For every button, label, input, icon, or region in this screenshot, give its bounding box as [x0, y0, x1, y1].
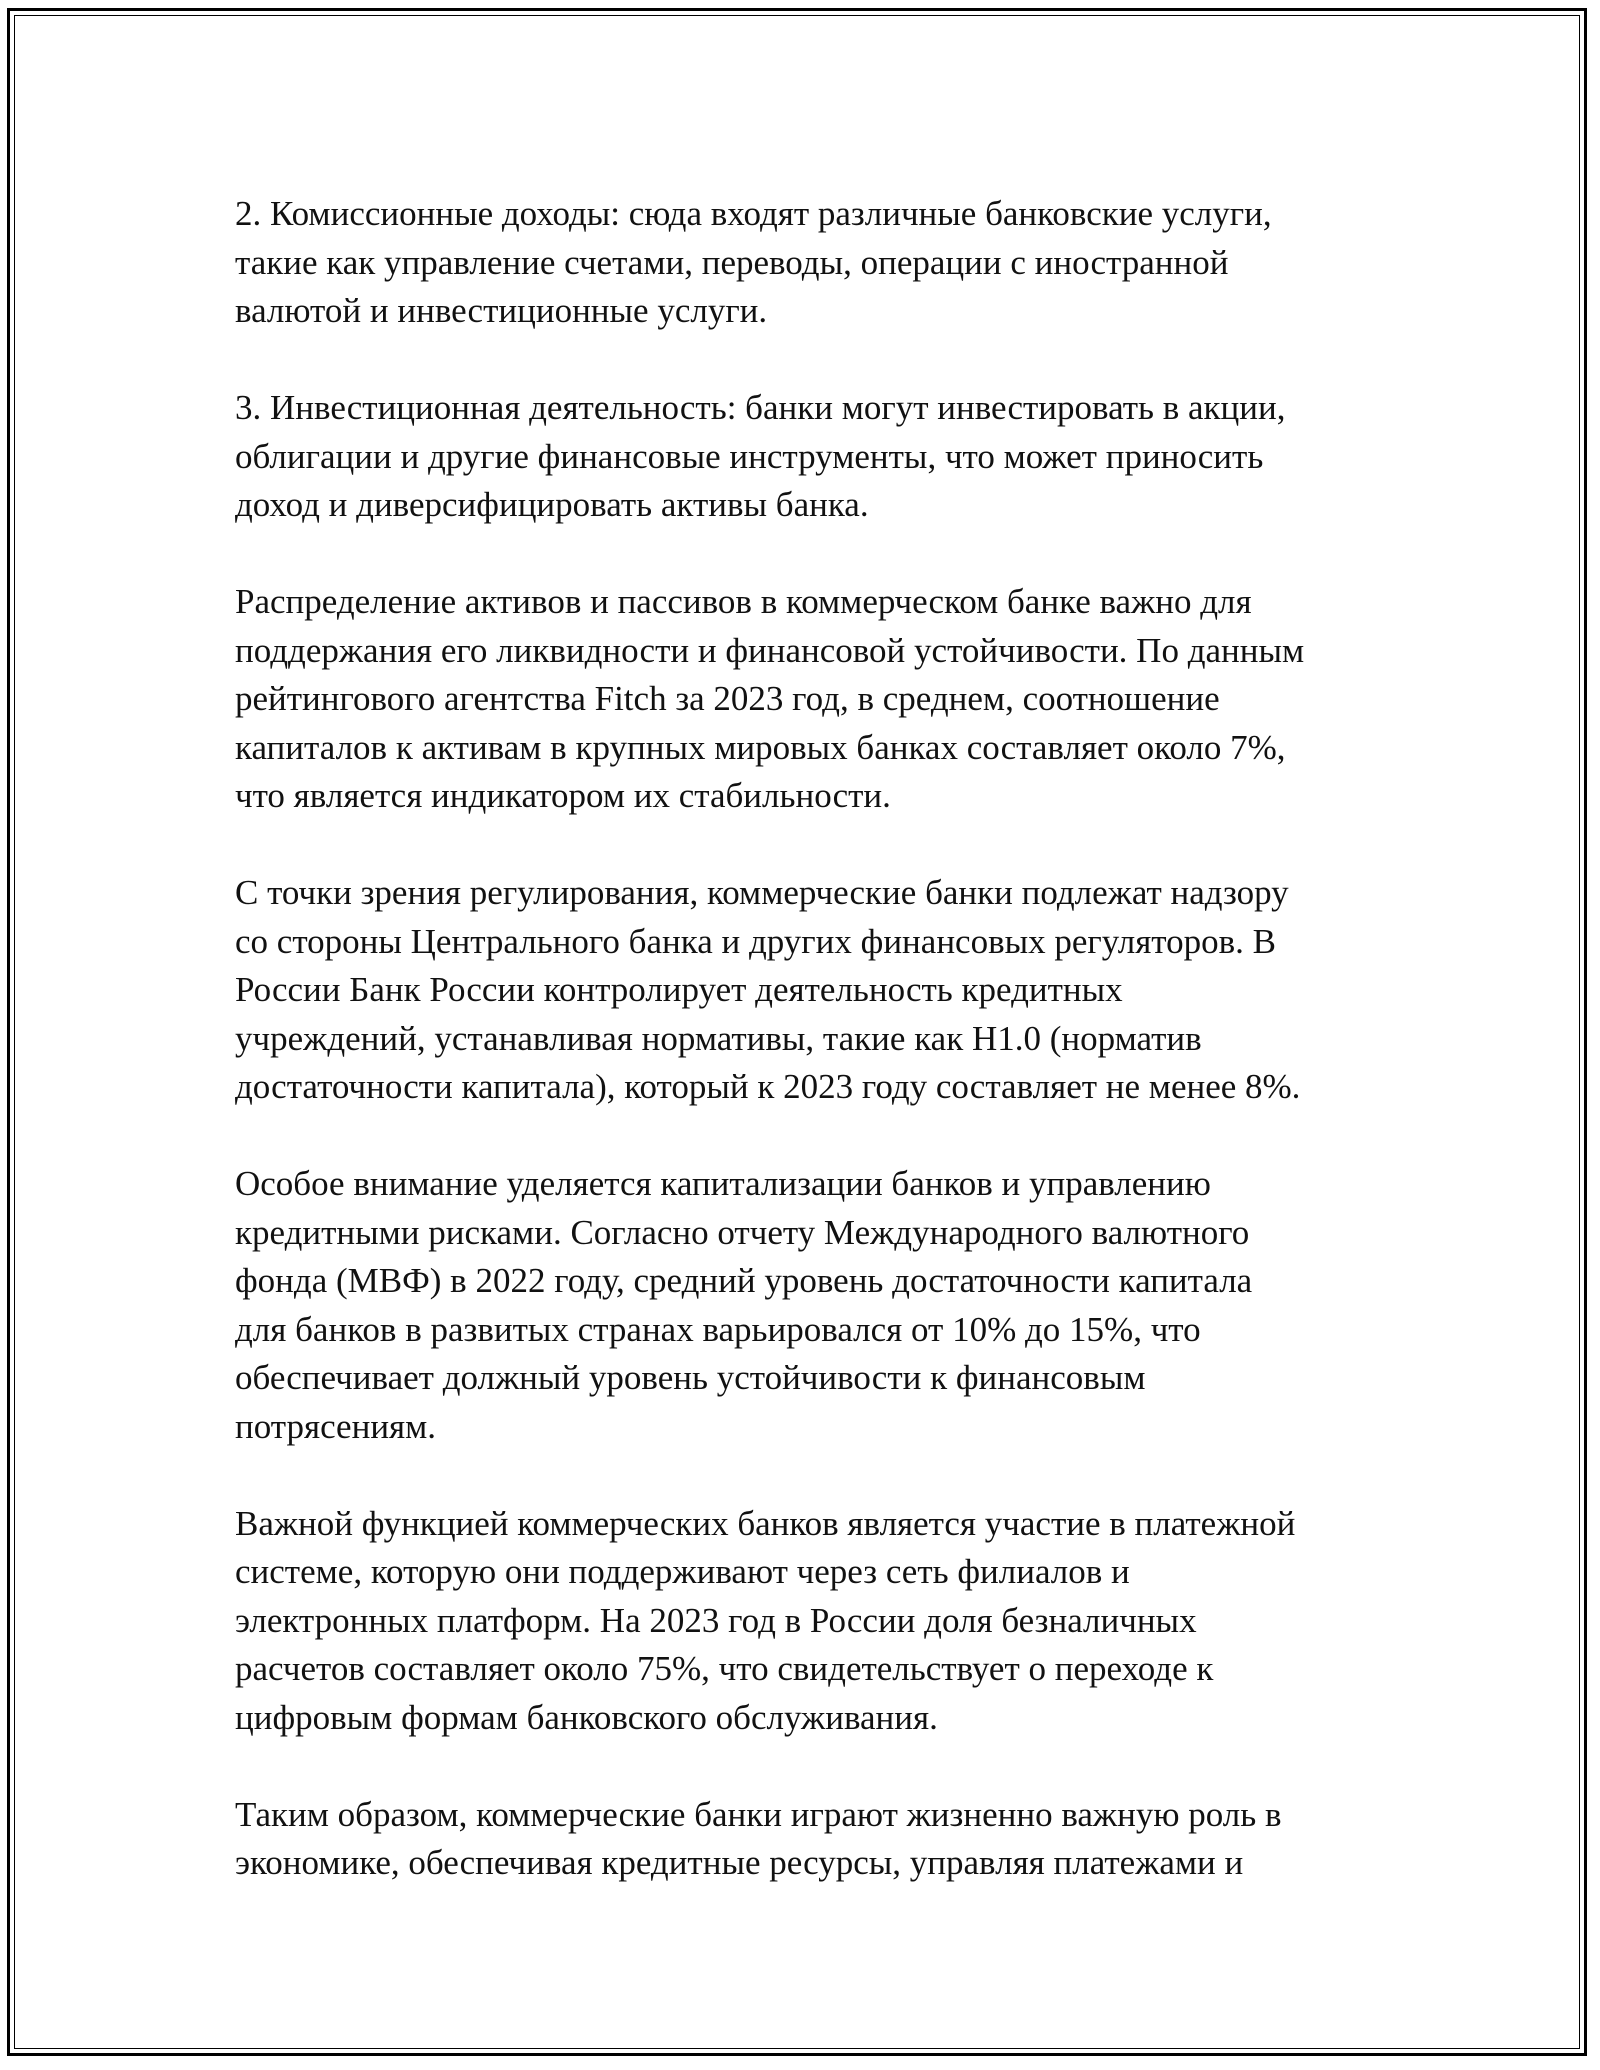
text-line: потрясениям. — [235, 1406, 437, 1446]
text-line: Распределение активов и пассивов в коммерческом банке важно для — [235, 582, 1252, 621]
paragraph-payment-system — [235, 1500, 1385, 1743]
text-line: для банков в развитых странах варьировался от 10% до 15%, что — [235, 1309, 1201, 1349]
text-line: России Банк России контролирует деятельность кредитных — [235, 970, 1123, 1009]
paragraph-commission-income — [235, 190, 1385, 336]
text-line: расчетов составляет около 75%, что свидетельствует о переходе к — [235, 1649, 1214, 1688]
text-line: валютой и инвестиционные услуги. — [235, 291, 768, 330]
text-line: 2. Комиссионные доходы: сюда входят различные банковские услуги, — [235, 194, 1272, 233]
text-line: электронных платформ. На 2023 год в России доля безналичных — [235, 1600, 1197, 1640]
text-line: кредитными рисками. Согласно отчету Международного валютного — [235, 1212, 1250, 1252]
text-line: Особое внимание уделяется капитализации банков и управлению — [235, 1164, 1211, 1203]
text-line: доход и диверсифицировать активы банка. — [235, 485, 869, 524]
text-line: поддержания его ликвидности и финансовой устойчивости. По данным — [235, 630, 1305, 670]
text-line: рейтингового агентства Fitch за 2023 год, в среднем, соотношение — [235, 679, 1220, 718]
text-line: Важной функцией коммерческих банков является участие в платежной — [235, 1503, 1296, 1543]
text-line: что является индикатором их стабильности. — [235, 776, 891, 815]
text-line: системе, которую они поддерживают через сеть филиалов и — [235, 1552, 1130, 1591]
text-line: цифровым формам банковского обслуживания. — [235, 1697, 938, 1737]
text-line: экономике, обеспечивая кредитные ресурсы, управляя платежами и — [235, 1843, 1244, 1882]
text-line: С точки зрения регулирования, коммерческие банки подлежат надзору — [235, 873, 1289, 912]
paragraph-conclusion — [235, 1791, 1385, 1888]
text-line: капиталов к активам в крупных мировых банках составляет около 7%, — [235, 727, 1286, 767]
paragraph-investment-activity — [235, 384, 1385, 530]
text-line: со стороны Центрального банка и других финансовых регуляторов. В — [235, 921, 1276, 961]
paragraph-asset-distribution — [235, 578, 1385, 821]
text-line: облигации и другие финансовые инструменты, что может приносить — [235, 436, 1264, 476]
text-line: достаточности капитала), который к 2023 году составляет не менее 8%. — [235, 1067, 1301, 1106]
text-line: фонда (МВФ) в 2022 году, средний уровень достаточности капитала — [235, 1261, 1253, 1300]
paragraph-capitalization — [235, 1160, 1385, 1451]
text-line: Таким образом, коммерческие банки играют жизненно важную роль в — [235, 1794, 1282, 1834]
paragraph-regulation — [235, 869, 1385, 1112]
document-body — [235, 190, 1385, 1936]
text-line: 3. Инвестиционная деятельность: банки могут инвестировать в акции, — [235, 388, 1286, 427]
text-line: обеспечивает должный уровень устойчивости к финансовым — [235, 1358, 1146, 1397]
text-line: такие как управление счетами, переводы, операции с иностранной — [235, 242, 1229, 282]
text-line: учреждений, устанавливая нормативы, такие как Н1.0 (норматив — [235, 1018, 1202, 1058]
